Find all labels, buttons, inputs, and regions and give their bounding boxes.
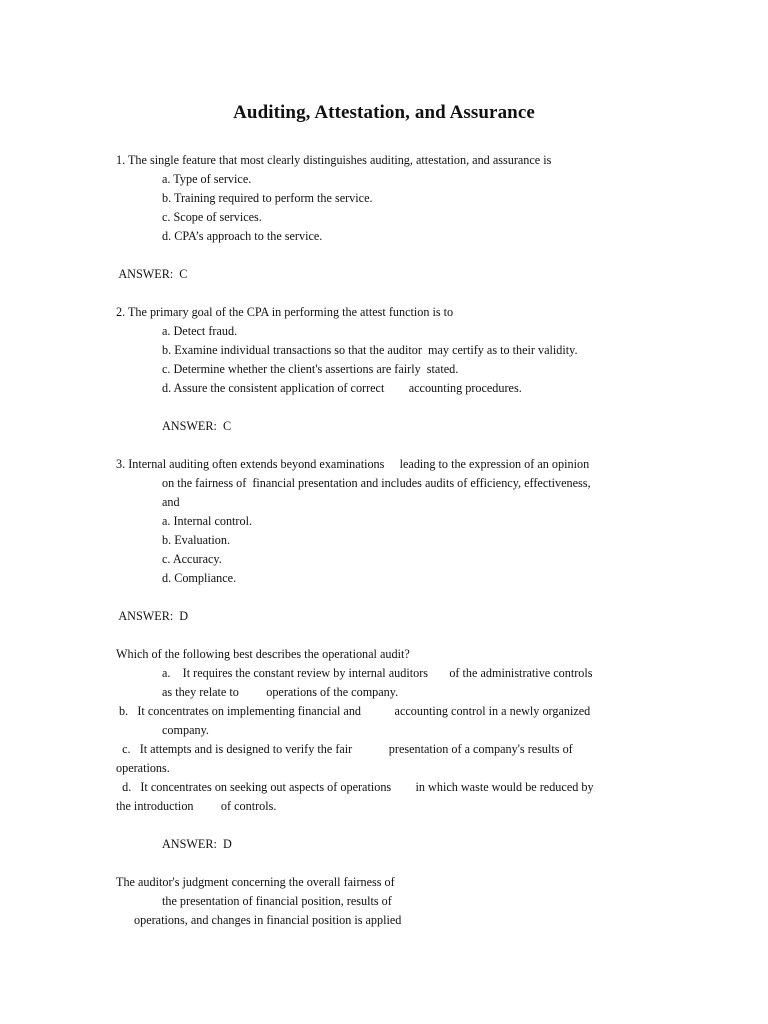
question-2-option-a: a. Detect fraud. xyxy=(162,324,238,338)
question-3-answer: ANSWER: D xyxy=(116,609,189,623)
question-5-stem-line-1: The auditor's judgment concerning the overall fairness of xyxy=(116,875,395,889)
question-5-stem-line-2: the presentation of financial position, results of xyxy=(162,894,392,908)
document-title: Auditing, Attestation, and Assurance xyxy=(233,102,535,123)
question-1-answer: ANSWER: C xyxy=(116,267,188,281)
question-2-stem: 2. The primary goal of the CPA in performing the attest function is to xyxy=(116,305,454,319)
question-1-option-a: a. Type of service. xyxy=(162,172,252,186)
question-4-option-b-line-1: b. It concentrates on implementing financial and accounting control in a newly organized xyxy=(116,704,591,718)
question-3-option-b: b. Evaluation. xyxy=(162,533,231,547)
question-4-option-d-line-1: d. It concentrates on seeking out aspects of operations in which waste would be reduced by xyxy=(116,780,594,794)
question-1-option-c: c. Scope of services. xyxy=(162,210,262,224)
question-2-option-d: d. Assure the consistent application of correct accounting procedures. xyxy=(162,381,522,395)
question-4-option-a-line-2: as they relate to operations of the company. xyxy=(162,685,399,699)
question-4-stem: Which of the following best describes the operational audit? xyxy=(116,647,410,661)
question-3-stem-line-3: and xyxy=(162,495,180,509)
question-4-option-b-line-2: company. xyxy=(162,723,209,737)
question-2-option-b: b. Examine individual transactions so that the auditor may certify as to their validity. xyxy=(162,343,578,357)
question-4-option-d-line-2: the introduction of controls. xyxy=(116,799,277,813)
question-3-stem-line-1: 3. Internal auditing often extends beyond examinations leading to the expression of an opinion xyxy=(116,457,590,471)
question-5-stem-line-3: operations, and changes in financial position is applied xyxy=(134,913,402,927)
question-4-answer: ANSWER: D xyxy=(162,837,232,851)
question-1-option-d: d. CPA’s approach to the service. xyxy=(162,229,323,243)
question-3-stem-line-2: on the fairness of financial presentation and includes audits of efficiency, effectiveness, xyxy=(162,476,591,490)
question-4-option-c-line-2: operations. xyxy=(116,761,170,775)
question-1-option-b: b. Training required to perform the service. xyxy=(162,191,373,205)
question-3-option-a: a. Internal control. xyxy=(162,514,253,528)
question-2-answer: ANSWER: C xyxy=(162,419,232,433)
question-4-option-c-line-1: c. It attempts and is designed to verify the fair presentation of a company's results of xyxy=(116,742,573,756)
question-1-stem: 1. The single feature that most clearly distinguishes auditing, attestation, and assurance is xyxy=(116,153,552,167)
question-2-option-c: c. Determine whether the client's assertions are fairly stated. xyxy=(162,362,459,376)
question-4-option-a-line-1: a. It requires the constant review by internal auditors of the administrative controls xyxy=(162,666,593,680)
question-3-option-d: d. Compliance. xyxy=(162,571,237,585)
question-3-option-c: c. Accuracy. xyxy=(162,552,222,566)
